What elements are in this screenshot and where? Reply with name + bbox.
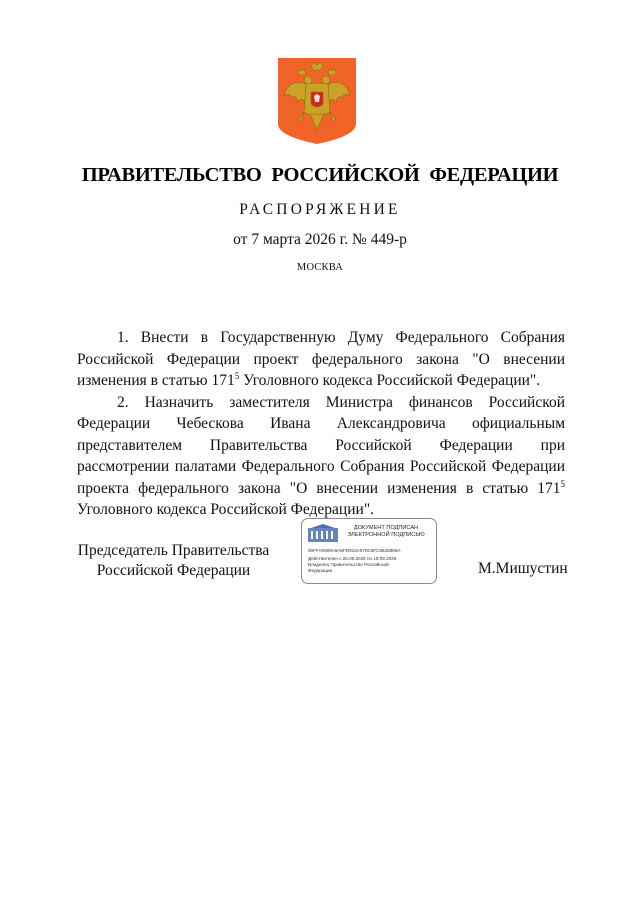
paragraph-1-text-end: Уголовного кодекса Российской Федерации".: [239, 372, 541, 389]
signer-position: [76, 541, 271, 581]
coat-of-arms-icon: [276, 56, 358, 146]
government-title: ПРАВИТЕЛЬСТВО РОССИЙСКОЙ ФЕДЕРАЦИИ: [81, 164, 559, 186]
stamp-heading-line-1: ДОКУМЕНТ ПОДПИСАН: [353, 525, 419, 531]
stamp-heading-line-2: ЭЛЕКТРОННОЙ ПОДПИСЬЮ: [347, 532, 425, 538]
government-building-icon: [307, 523, 339, 543]
signer-position-line-1: Председатель Правительства: [77, 542, 270, 559]
paragraph-2-text: 2. Назначить заместителя Министра финансов Российской Федерации Чебескова Ивана Александровича официальным представителем Правительства Российской Федерации при рассмотрении палатами Федерального Собрания Российской Федерации проекта федерального закона "О внесении изменения в статью 171: [77, 393, 565, 497]
document-body: [77, 327, 565, 521]
paragraph-2: [77, 392, 565, 521]
electronic-signature-stamp: [301, 518, 437, 584]
stamp-heading: [338, 525, 434, 539]
paragraph-2-superscript: 5: [560, 478, 565, 489]
stamp-owner-line-1: Владелец Правительство Российской: [308, 562, 389, 567]
paragraph-1-superscript: 5: [234, 370, 240, 381]
paragraph-1: [77, 327, 565, 392]
paragraph-1-text: 1. Внести в Государственную Думу Федерального Собрания Российской Федерации проект федерального закона "О внесении изменения в статью 171: [77, 329, 565, 389]
stamp-certificate-serial: 00FFA0909A6A6FD915A579C5FC8625865A: [308, 548, 401, 553]
document-city: МОСКВА: [296, 262, 344, 273]
document-type: РАСПОРЯЖЕНИЕ: [239, 201, 401, 218]
stamp-owner-line-2: Федерации: [308, 568, 333, 573]
signer-position-line-2: Российской Федерации: [96, 562, 251, 579]
stamp-validity: Действителен с 26.06.2025 по 19.09.2026: [308, 556, 397, 561]
signer-name: М.Мишустин: [478, 560, 568, 577]
document-date-number: от 7 марта 2026 г. № 449-р: [233, 231, 407, 248]
paragraph-2-text-end: Уголовного кодекса Российской Федерации".: [77, 501, 375, 518]
